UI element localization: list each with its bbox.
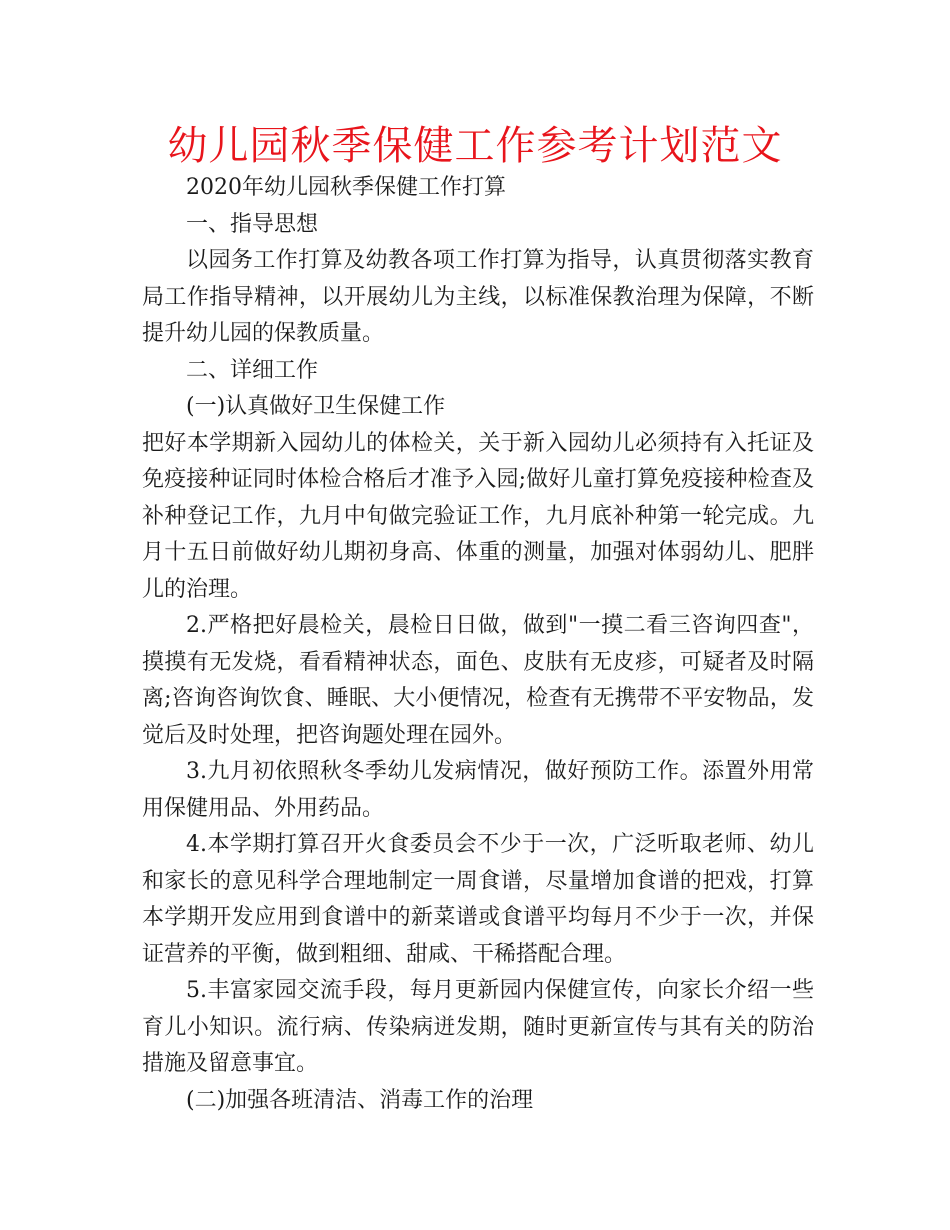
document-body [142, 170, 814, 1119]
paragraph: 以园务工作打算及幼教各项工作打算为指导，认真贯彻落实教育局工作指导精神，以开展幼儿为主线，以标准保教治理为保障，不断提升幼儿园的保教质量。 [142, 248, 814, 346]
subsection-heading: (一)认真做好卫生保健工作 [186, 394, 446, 419]
subsection-heading: (二)加强各班清洁、消毒工作的治理 [186, 1087, 534, 1113]
section-heading: 一、指导思想 [186, 211, 319, 237]
paragraph: 4.本学期打算召开火食委员会不少于一次，广泛听取老师、幼儿和家长的意见科学合理地制定一周食谱，尽量增加食谱的把戏，打算本学期开发应用到食谱中的新菜谱或食谱平均每月不少于一次，并保证营养的平衡，做到粗细、甜咸、干稀搭配合理。 [142, 832, 814, 967]
paragraph: 把好本学期新入园幼儿的体检关，关于新入园幼儿必须持有入托证及免疫接种证同时体检合格后才准予入园;做好儿童打算免疫接种检查及补种登记工作，九月中旬做完验证工作，九月底补种第一轮完成。九月十五日前做好幼儿期初身高、体重的测量，加强对体弱幼儿、肥胖儿的治理。 [142, 430, 814, 602]
paragraph: 2.严格把好晨检关，晨检日日做，做到"一摸二看三咨询四查"，摸摸有无发烧，看看精神状态，面色、皮肤有无皮疹，可疑者及时隔离;咨询咨询饮食、睡眠、大小便情况，检查有无携带不平安物品，发觉后及时处理，把咨询题处理在园外。 [142, 613, 814, 748]
document-subtitle: 2020年幼儿园秋季保健工作打算 [186, 175, 506, 200]
paragraph: 3.九月初依照秋冬季幼儿发病情况，做好预防工作。添置外用常用保健用品、外用药品。 [142, 759, 814, 821]
document-title: 幼儿园秋季保健工作参考计划范文 [167, 123, 783, 169]
section-heading: 二、详细工作 [186, 357, 319, 383]
paragraph: 5.丰富家园交流手段，每月更新园内保健宣传，向家长介绍一些育儿小知识。流行病、传染病迸发期，随时更新宣传与其有关的防治措施及留意事宜。 [142, 978, 814, 1076]
